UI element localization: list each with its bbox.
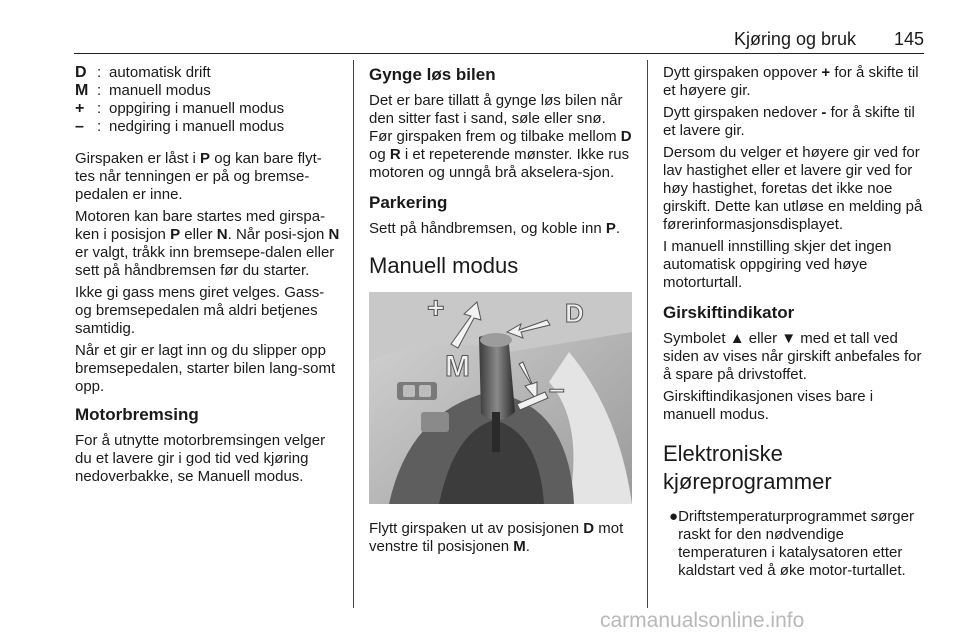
legend-row: D : automatisk drift: [75, 64, 211, 81]
legend-text: oppgiring i manuell modus: [109, 100, 285, 117]
chapter-title: Kjøring og bruk: [733, 29, 856, 49]
column-1: [75, 64, 341, 490]
legend-text: automatisk drift: [109, 64, 211, 81]
paragraph: Dytt girspaken nedover - for å skifte til et lavere gir.: [663, 104, 915, 139]
paragraph: Girskiftindikasjonen vises bare i manuell modus.: [663, 388, 874, 423]
list-item: ● Driftstemperaturprogrammet sørger raskt for den nødvendige temperaturen i katalysatoren etter kaldstart ved å øke motor-turtallet.: [663, 508, 926, 580]
paragraph: Flytt girspaken ut av posisjonen D mot venstre til posisjonen M.: [369, 520, 624, 555]
column-divider: [353, 60, 354, 608]
column-2: [369, 64, 632, 560]
paragraph: I manuell innstilling skjer det ingen automatisk oppgiring ved høye motorturtall.: [663, 238, 892, 291]
column-divider: [647, 60, 648, 608]
bullet-icon: ●: [669, 508, 679, 525]
heading-parkering: Parkering: [369, 193, 448, 212]
legend-key: M: [75, 82, 89, 99]
column-3: [663, 64, 926, 580]
paragraph: Symbolet ▲ eller ▼ med et tall ved siden av vises når girskift anbefales for å spare på drivstoffet.: [663, 330, 922, 383]
paragraph: Dersom du velger et høyere gir ved for lav hastighet eller et lavere gir ved for høy hastighet, foretas det ikke noe girskift. Dette kan utløse en melding på førerinformasjonsdisplayet.: [663, 144, 923, 233]
arrow-up-icon: ▲: [729, 330, 745, 347]
header-rule: [74, 53, 924, 54]
legend-row: M : manuell modus: [75, 82, 211, 99]
page-header: [74, 26, 924, 50]
legend-text: nedgiring i manuell modus: [109, 118, 285, 135]
page-number: 145: [893, 29, 924, 49]
gear-lever-illustration: [369, 292, 632, 504]
watermark: carmanualsonline.info: [600, 609, 805, 632]
paragraph: Dytt girspaken oppover + for å skifte til et høyere gir.: [663, 64, 919, 99]
figure-label-minus: –: [549, 373, 565, 404]
legend-row: + : oppgiring i manuell modus: [75, 100, 285, 117]
arrow-down-icon: ▼: [781, 330, 797, 347]
paragraph: Det er bare tillatt å gynge løs bilen når den sitter fast i sand, søle eller snø. Før girspaken frem og tilbake mellom D og R i et repeterende mønster. Ikke rus motoren og unngå brå akselera-sjon.: [369, 92, 632, 181]
paragraph: Ikke gi gass mens giret velges. Gass- og bremsepedalen må aldri betjenes samtidig.: [75, 284, 325, 337]
paragraph: For å utnytte motorbremsingen velger du et lavere gir i god tid ved kjøring nedoverbakke, se Manuell modus.: [75, 432, 326, 485]
heading-motorbremsing: Motorbremsing: [75, 405, 199, 424]
legend-row: – : nedgiring i manuell modus: [75, 118, 285, 135]
legend-key: +: [75, 100, 85, 117]
figure-label-plus: +: [427, 292, 445, 325]
heading-manuell-modus: Manuell modus: [369, 253, 519, 278]
figure-label-m: M: [445, 350, 470, 383]
legend-key: –: [75, 118, 84, 135]
paragraph: Når et gir er lagt inn og du slipper opp bremsepedalen, starter bilen lang-somt opp.: [75, 342, 336, 395]
legend-key: D: [75, 64, 87, 81]
heading-gynge: Gynge løs bilen: [369, 65, 496, 84]
paragraph: Motoren kan bare startes med girspa-ken i posisjon P eller N. Når posi-sjon N er valgt, tråkk inn bremsepe-dalen eller sett på håndbremsen før du starter.: [75, 208, 340, 279]
heading-girskiftindikator: Girskiftindikator: [663, 303, 795, 322]
paragraph: Girspaken er låst i P og kan bare flyt-tes når tenningen er på og bremse-pedalen er inne.: [75, 150, 322, 203]
heading-elektroniske: Elektroniske kjøreprogrammer: [663, 441, 832, 494]
paragraph: Sett på håndbremsen, og koble inn P.: [369, 220, 621, 237]
gear-legend: [75, 64, 341, 136]
legend-text: manuell modus: [109, 82, 211, 99]
figure-label-d: D: [565, 298, 584, 328]
